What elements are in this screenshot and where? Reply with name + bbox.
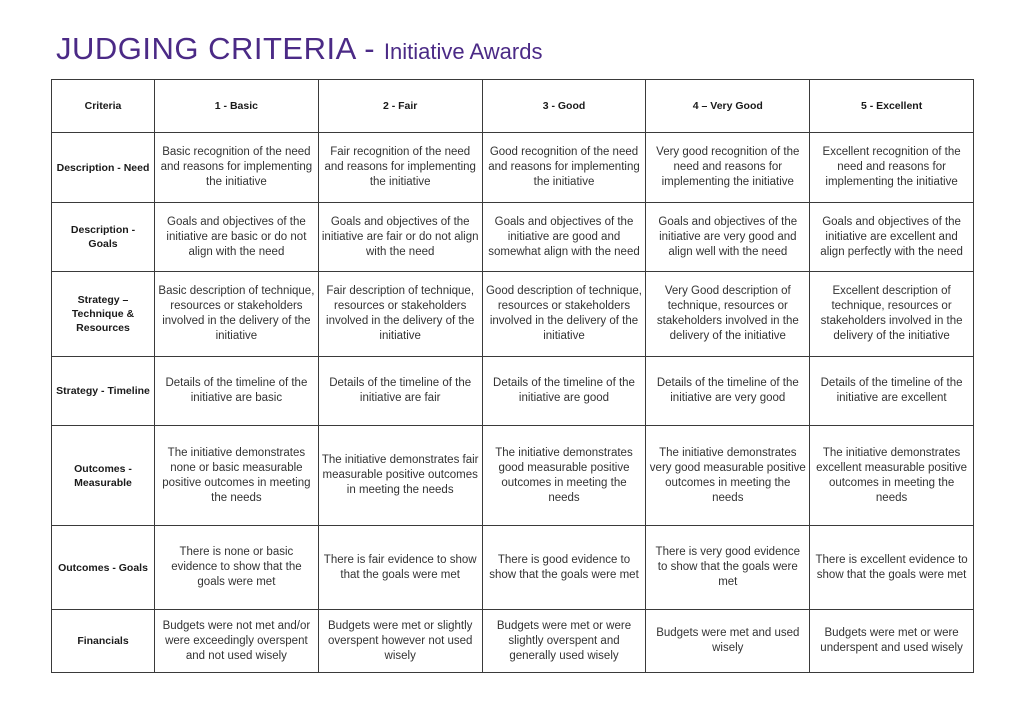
header-good: 3 - Good <box>482 80 646 133</box>
header-basic: 1 - Basic <box>155 80 319 133</box>
table-cell: Goals and objectives of the initiative are basic or do not align with the need <box>155 203 319 272</box>
table-cell: Excellent description of technique, resources or stakeholders involved in the delivery of the initiative <box>810 272 974 357</box>
table-cell: Basic description of technique, resources or stakeholders involved in the delivery of the initiative <box>155 272 319 357</box>
table-cell: Details of the timeline of the initiative are good <box>482 357 646 426</box>
table-cell: Budgets were met or slightly overspent however not used wisely <box>318 610 482 673</box>
table-row <box>52 133 974 203</box>
table-cell: Goals and objectives of the initiative are fair or do not align with the need <box>318 203 482 272</box>
header-excellent: 5 - Excellent <box>810 80 974 133</box>
table-cell: Good description of technique, resources or stakeholders involved in the delivery of the initiative <box>482 272 646 357</box>
table-cell: Goals and objectives of the initiative are very good and align well with the need <box>646 203 810 272</box>
table-cell: The initiative demonstrates none or basic measurable positive outcomes in meeting the needs <box>155 426 319 526</box>
row-criteria: Financials <box>52 610 155 673</box>
row-criteria: Outcomes - Measurable <box>52 426 155 526</box>
page-title <box>56 30 542 67</box>
header-row <box>52 80 974 133</box>
table-cell: There is fair evidence to show that the goals were met <box>318 526 482 610</box>
table-row <box>52 526 974 610</box>
title-subtitle: Initiative Awards <box>383 39 543 64</box>
table-cell: Details of the timeline of the initiative are fair <box>318 357 482 426</box>
table-cell: The initiative demonstrates good measurable positive outcomes in meeting the needs <box>482 426 646 526</box>
table-cell: Fair description of technique, resources or stakeholders involved in the delivery of the initiative <box>318 272 482 357</box>
table-cell: Fair recognition of the need and reasons for implementing the initiative <box>318 133 482 203</box>
table-row <box>52 272 974 357</box>
table-cell: There is good evidence to show that the goals were met <box>482 526 646 610</box>
title-main: JUDGING CRITERIA - <box>56 31 376 66</box>
table-cell: Budgets were met or were slightly overspent and generally used wisely <box>482 610 646 673</box>
row-criteria: Description - Goals <box>52 203 155 272</box>
table-cell: There is very good evidence to show that the goals were met <box>646 526 810 610</box>
row-criteria: Description - Need <box>52 133 155 203</box>
table-cell: The initiative demonstrates very good measurable positive outcomes in meeting the needs <box>646 426 810 526</box>
table-cell: Excellent recognition of the need and reasons for implementing the initiative <box>810 133 974 203</box>
header-fair: 2 - Fair <box>318 80 482 133</box>
table-cell: Details of the timeline of the initiative are excellent <box>810 357 974 426</box>
table-cell: Good recognition of the need and reasons for implementing the initiative <box>482 133 646 203</box>
table-cell: Details of the timeline of the initiative are very good <box>646 357 810 426</box>
row-criteria: Strategy – Technique & Resources <box>52 272 155 357</box>
table-cell: Budgets were met or were underspent and used wisely <box>810 610 974 673</box>
header-very-good: 4 – Very Good <box>646 80 810 133</box>
header-criteria: Criteria <box>52 80 155 133</box>
table-cell: Very good recognition of the need and reasons for implementing the initiative <box>646 133 810 203</box>
table-cell: Budgets were met and used wisely <box>646 610 810 673</box>
table-cell: Goals and objectives of the initiative are excellent and align perfectly with the need <box>810 203 974 272</box>
row-criteria: Outcomes - Goals <box>52 526 155 610</box>
table-cell: Very Good description of technique, resources or stakeholders involved in the delivery of the initiative <box>646 272 810 357</box>
table-row <box>52 203 974 272</box>
table-cell: Budgets were not met and/or were exceedingly overspent and not used wisely <box>155 610 319 673</box>
table-cell: There is none or basic evidence to show that the goals were met <box>155 526 319 610</box>
table-row <box>52 610 974 673</box>
table-cell: Goals and objectives of the initiative are good and somewhat align with the need <box>482 203 646 272</box>
table-cell: The initiative demonstrates fair measurable positive outcomes in meeting the needs <box>318 426 482 526</box>
table-cell: Details of the timeline of the initiative are basic <box>155 357 319 426</box>
judging-criteria-table <box>51 79 974 673</box>
row-criteria: Strategy - Timeline <box>52 357 155 426</box>
table-row <box>52 357 974 426</box>
table-row <box>52 426 974 526</box>
table-cell: There is excellent evidence to show that the goals were met <box>810 526 974 610</box>
table-cell: The initiative demonstrates excellent measurable positive outcomes in meeting the needs <box>810 426 974 526</box>
table-cell: Basic recognition of the need and reasons for implementing the initiative <box>155 133 319 203</box>
